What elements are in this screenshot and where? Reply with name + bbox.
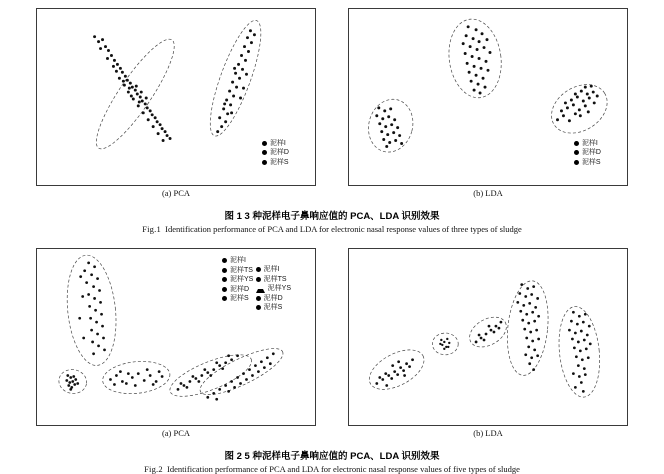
- legend-item: [256, 303, 291, 313]
- figure-1-panels: [0, 8, 664, 200]
- legend-label: 泥样S: [269, 158, 289, 166]
- figure-1-subtitle-text: Identification performance of PCA and LDA for electronic nasal response values of three types of sludge: [165, 224, 522, 234]
- legend-marker-dot-icon: [256, 267, 261, 272]
- legend-label: 泥样D: [581, 149, 601, 156]
- figure-2-subtitle: [0, 464, 664, 474]
- figure-2-subtitle-text: Identification performance of PCA and LDA for electronic nasal response values of five types of sludge: [167, 464, 520, 474]
- legend-item: [222, 266, 253, 276]
- legend-marker-dot-icon: [222, 277, 227, 282]
- legend-marker-dot-icon: [574, 160, 579, 165]
- legend-item: [256, 275, 291, 285]
- figure-1: [0, 8, 664, 234]
- legend-fig1-pca: [262, 139, 289, 168]
- legend-item: [256, 284, 291, 294]
- legend-label: 泥样TS: [230, 266, 253, 274]
- legend-item: [256, 265, 291, 275]
- legend-fig1-lda: [574, 139, 601, 168]
- legend-item: [222, 275, 253, 285]
- legend-label: 泥样S: [263, 304, 283, 311]
- legend-item: [262, 158, 289, 168]
- legend-item: [574, 139, 601, 149]
- panel-caption-fig1-lda: (b) LDA: [473, 188, 503, 198]
- legend-label: 泥样D: [263, 294, 283, 302]
- legend-marker-dot-icon: [262, 160, 267, 165]
- legend-marker-dot-icon: [222, 258, 227, 263]
- legend-fig2-lda: [222, 256, 253, 304]
- legend-label: 泥样I: [269, 139, 286, 147]
- legend-marker-dot-icon: [222, 268, 227, 273]
- legend-marker-dot-icon: [574, 150, 579, 155]
- data-points: [375, 283, 591, 393]
- data-points: [375, 25, 598, 148]
- chart-fig2-lda: [348, 248, 628, 426]
- legend-item: [574, 158, 601, 168]
- legend-marker-dot-icon: [256, 277, 261, 282]
- chart-fig1-lda: [348, 8, 628, 186]
- figure-1-subtitle-label: Fig.1: [142, 224, 161, 234]
- chart-fig2-pca: [36, 248, 316, 426]
- legend-item: [262, 148, 289, 158]
- figure-2-panels: [0, 248, 664, 440]
- legend-label: 泥样D: [269, 149, 289, 156]
- legend-fig2-pca: [256, 265, 291, 313]
- legend-label: 泥样S: [230, 295, 249, 302]
- figure-2-title: 图 2 5 种泥样电子鼻响应值的 PCA、LDA 识别效果: [224, 451, 440, 462]
- legend-marker-triangle-icon: [256, 284, 265, 293]
- chart-fig2-lda-canvas: [349, 249, 627, 425]
- legend-label: 泥样TS: [263, 275, 287, 283]
- legend-label: 泥样YS: [267, 285, 291, 292]
- figure-2-subtitle-label: Fig.2: [144, 464, 163, 474]
- legend-item: [256, 294, 291, 304]
- legend-marker-dot-icon: [222, 287, 227, 292]
- legend-label: 泥样YS: [230, 276, 254, 283]
- legend-label: 泥样I: [230, 257, 246, 264]
- legend-item: [574, 148, 601, 158]
- figure-1-title: 图 1 3 种泥样电子鼻响应值的 PCA、LDA 识别效果: [224, 211, 440, 222]
- legend-marker-dot-icon: [256, 296, 261, 301]
- legend-marker-dot-icon: [222, 296, 227, 301]
- legend-item: [222, 285, 253, 295]
- figure-2: [0, 248, 664, 474]
- panel-caption-fig1-pca: (a) PCA: [161, 188, 191, 198]
- legend-label: 泥样S: [581, 158, 601, 166]
- data-points: [93, 29, 256, 142]
- legend-label: 泥样I: [263, 266, 280, 273]
- cluster-ellipses: [85, 16, 270, 157]
- legend-marker-dot-icon: [262, 150, 267, 155]
- legend-label: 泥样I: [581, 139, 598, 147]
- panel-caption-fig2-lda: (b) LDA: [473, 428, 503, 438]
- chart-fig1-pca: [36, 8, 316, 186]
- legend-marker-dot-icon: [262, 141, 267, 146]
- panel-caption-fig2-pca: (a) PCA: [161, 428, 191, 438]
- legend-label: 泥样D: [230, 285, 250, 293]
- figure-1-subtitle: [0, 224, 664, 234]
- legend-marker-dot-icon: [574, 141, 579, 146]
- legend-item: [222, 294, 253, 304]
- legend-item: [222, 256, 253, 266]
- legend-marker-dot-icon: [256, 305, 261, 310]
- legend-item: [262, 139, 289, 149]
